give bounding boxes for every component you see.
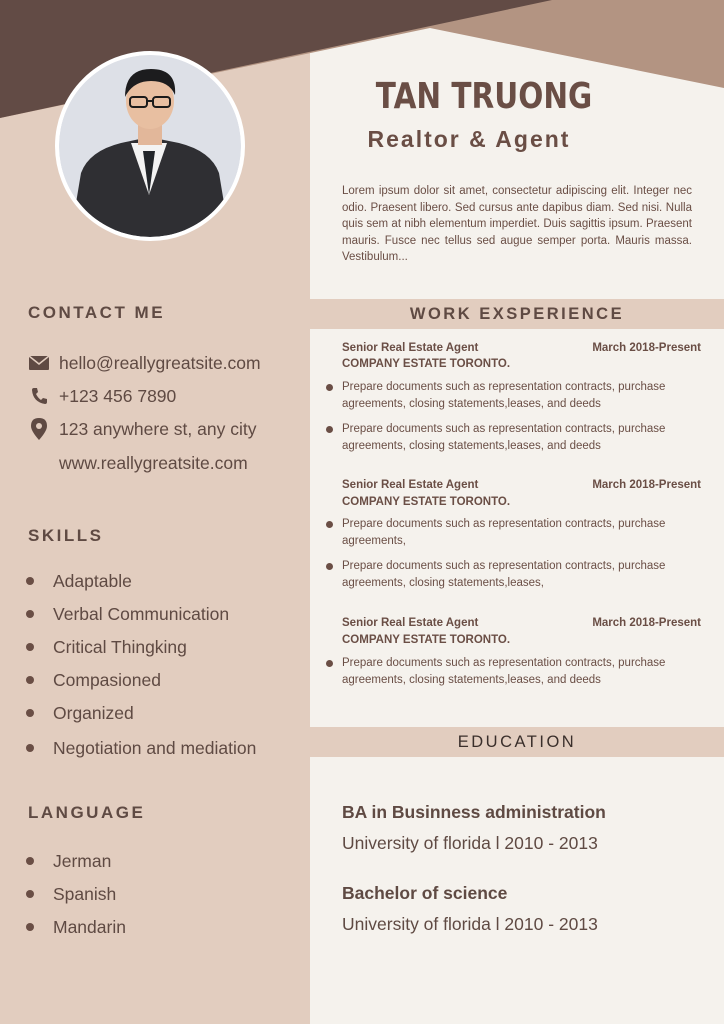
job-title: Senior Real Estate Agent <box>342 617 479 629</box>
education-degree: Bachelor of science <box>342 883 508 903</box>
language-item: Jerman <box>26 850 111 872</box>
job-date: March 2018-Present <box>592 479 701 491</box>
job-company: COMPANY ESTATE TORONTO. <box>342 358 511 370</box>
skill-item: Compasioned <box>26 669 161 691</box>
email-text: hello@reallygreatsite.com <box>59 352 261 373</box>
envelope-icon <box>28 352 50 374</box>
job-duty: Prepare documents such as representation contracts, purchase agreements, closing statements,leases, and deeds <box>326 421 696 454</box>
job-duty: Prepare documents such as representation contracts, purchase agreements, closing statements,leases, <box>326 558 696 591</box>
candidate-name: TAN TRUONG <box>375 76 593 117</box>
language-item: Spanish <box>26 883 116 905</box>
website-text: www.reallygreatsite.com <box>59 452 248 473</box>
contact-address <box>28 417 256 441</box>
contact-website <box>59 451 248 475</box>
education-section-title: EDUCATION <box>310 727 724 757</box>
contact-phone <box>28 384 176 408</box>
skill-item: Verbal Communication <box>26 603 229 625</box>
job-duty: Prepare documents such as representation contracts, purchase agreements, closing statements,leases, and deeds <box>326 655 696 688</box>
skill-item: Adaptable <box>26 570 132 592</box>
education-school: University of florida l 2010 - 2013 <box>342 914 598 934</box>
job-date: March 2018-Present <box>592 617 701 629</box>
profile-summary: Lorem ipsum dolor sit amet, consectetur adipiscing elit. Integer nec odio. Praesent libero. Sed cursus ante dapibus diam. Sed nisi. Nulla quis sem at nibh elementum imperdiet. Duis sagittis ipsum. Praesent mauris. Fusce nec tellus sed augue semper porta. Mauris massa. Vestibulum... <box>342 185 692 263</box>
skill-item: Critical Thingking <box>26 636 187 658</box>
profile-photo <box>55 51 245 241</box>
address-text: 123 anywhere st, any city <box>59 418 257 439</box>
phone-icon <box>28 385 50 407</box>
language-item: Mandarin <box>26 916 126 938</box>
phone-text: +123 456 7890 <box>59 385 177 406</box>
contact-email <box>28 351 261 375</box>
language-section-title: LANGUAGE <box>28 803 146 822</box>
job-company: COMPANY ESTATE TORONTO. <box>342 634 511 646</box>
job-duty: Prepare documents such as representation contracts, purchase agreements, <box>326 516 696 549</box>
job-title: Senior Real Estate Agent <box>342 479 479 491</box>
portrait-image <box>59 55 241 237</box>
contact-section-title: CONTACT ME <box>28 303 166 322</box>
location-pin-icon <box>28 418 50 440</box>
skills-section-title: SKILLS <box>28 526 104 545</box>
work-section-title: WORK EXSPERIENCE <box>310 299 724 329</box>
skill-item: Organized <box>26 702 134 724</box>
skill-item: Negotiation and mediation <box>26 737 256 759</box>
education-degree: BA in Businness administration <box>342 802 606 822</box>
job-title: Senior Real Estate Agent <box>342 342 479 354</box>
job-duty: Prepare documents such as representation contracts, purchase agreements, closing statements,leases, and deeds <box>326 379 696 412</box>
candidate-role: Realtor & Agent <box>367 126 571 152</box>
job-company: COMPANY ESTATE TORONTO. <box>342 496 511 508</box>
education-school: University of florida l 2010 - 2013 <box>342 833 598 853</box>
job-date: March 2018-Present <box>592 342 701 354</box>
